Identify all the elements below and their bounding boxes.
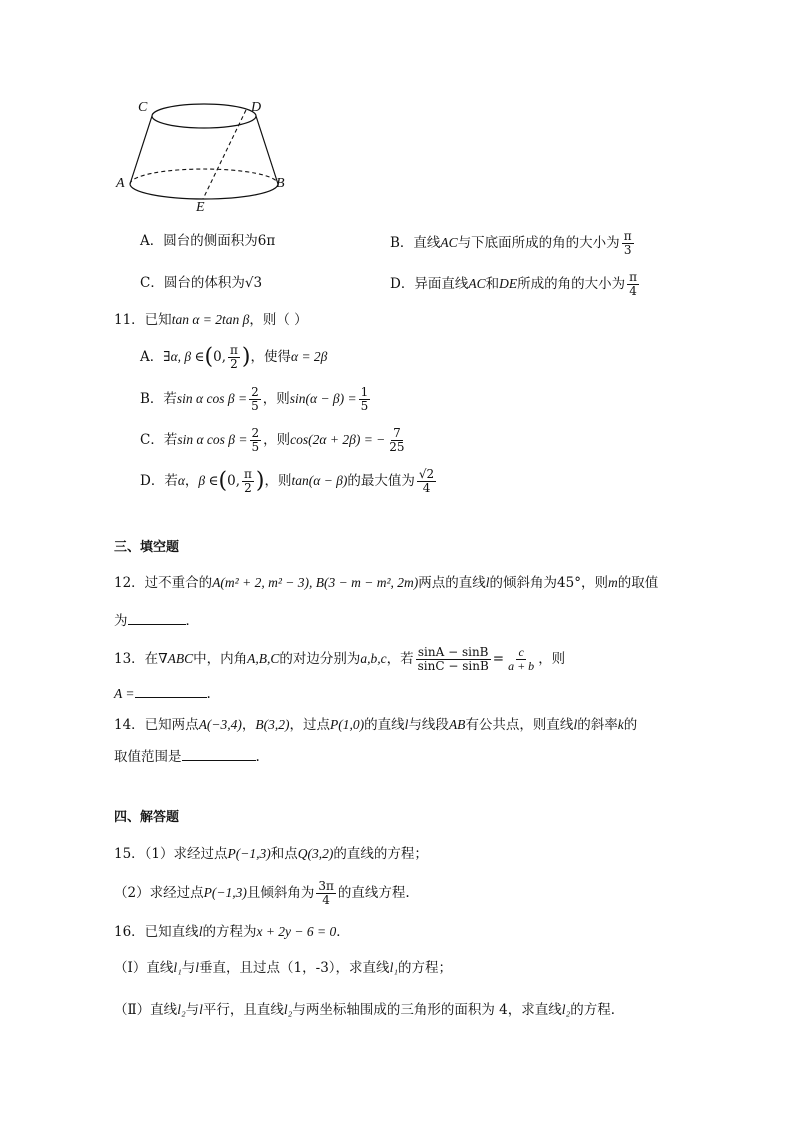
q15-fraction [316, 880, 336, 907]
q10-c-text: C．圆台的体积为 [140, 275, 245, 291]
q11-c-label: C．若 [140, 432, 178, 448]
q11-d-text2: ，则 [264, 473, 292, 489]
q11-stem-expr: tan α = 2tan β [171, 312, 250, 327]
q14-text3: ，过点 [289, 717, 331, 733]
q13-text6: . [206, 686, 211, 702]
bottom-ellipse-back [130, 169, 278, 184]
q16-i-l1b: l₁ [389, 960, 399, 975]
q11-c-expr: sin α cos β = [177, 432, 248, 447]
q12-text6: 为 [114, 613, 128, 629]
q12-text3: 的倾斜角为 [489, 575, 558, 591]
q11-option-b [140, 386, 372, 413]
segment-DE [203, 110, 246, 199]
q15-p1-text2: 和点 [270, 846, 298, 862]
q13-eq: = [492, 651, 505, 667]
q10-c-value: √3 [244, 275, 263, 291]
q14-line2 [114, 746, 260, 767]
q13-text3: 的对边分别为 [279, 651, 361, 667]
q13-num2: c [518, 645, 524, 659]
q11-d-comma: ， [184, 473, 199, 489]
q10-d-den: 4 [629, 284, 637, 298]
q11-d-fraction2 [417, 468, 436, 495]
q12-text7: ． [185, 613, 199, 629]
q15-point-p2: P(−1,3) [203, 885, 247, 900]
q15-part2 [114, 880, 410, 907]
q11-d-rparen: ) [255, 468, 265, 494]
q13-answer-label: A = [114, 686, 135, 701]
q11-d-text3: 的最大值为 [347, 473, 415, 489]
q11-a-lparen: ( [204, 344, 214, 370]
q16-i-text4: 的方程； [398, 960, 453, 976]
q16-i-l1: l₁ [173, 960, 182, 975]
q15-part1 [114, 844, 428, 864]
q11-stem-text2: ，则（ ） [249, 312, 308, 328]
q13-fraction2 [506, 646, 536, 673]
q11-d-lparen: ( [218, 468, 228, 494]
bottom-ellipse-front [130, 184, 278, 199]
q16-text2: 的方程为 [202, 924, 257, 940]
q16-equation: x + 2y − 6 = 0 [256, 924, 337, 939]
q10-a-text: A．圆台的侧面积为 [140, 233, 258, 249]
q11-a-fraction [228, 344, 240, 371]
q16-stem [114, 922, 350, 942]
q11-a-expr: ∃α, β ∈ [163, 349, 205, 364]
q15-den: 4 [322, 893, 330, 907]
q14-text6: 有公共点，则直线 [465, 717, 574, 733]
q11-b-fraction1 [249, 386, 261, 413]
label-D: D [251, 100, 262, 115]
q11-b-den1: 5 [251, 399, 259, 413]
q14-text10: . [255, 749, 260, 765]
q14-ab: AB [448, 717, 466, 732]
q11-a-zero: 0, [213, 349, 226, 365]
label-B: B [276, 176, 285, 191]
q11-b-expr2: sin(α − β) = [289, 391, 357, 406]
top-ellipse [152, 104, 256, 128]
q13-answer-blank[interactable] [135, 683, 207, 698]
q11-option-a [140, 344, 327, 371]
q11-a-eq: α = 2β [290, 349, 328, 364]
label-E: E [196, 200, 205, 215]
q16-part1 [114, 958, 452, 978]
label-C: C [138, 100, 148, 115]
q10-d-fraction [627, 271, 639, 298]
q12-text1: 12．过不重合的 [114, 575, 213, 591]
q13-text2: 中，内角 [193, 651, 248, 667]
q16-l: l [198, 924, 203, 939]
q11-c-expr2: cos(2α + 2β) = − [290, 432, 386, 447]
q16-ii-l2c: l₂ [561, 1002, 571, 1017]
q10-d-text2: 所成的角的大小为 [517, 276, 626, 292]
q14-point-a: A(−3,4) [198, 717, 242, 732]
q11-d-num1: π [244, 467, 252, 481]
q11-d-zero: 0, [227, 473, 240, 489]
section-fill-in-title: 三、填空题 [114, 540, 180, 555]
q10-a-value: 6π [257, 233, 276, 249]
q14-answer-blank[interactable] [182, 746, 256, 761]
q16-ii-text3: 平行，且直线 [202, 1002, 284, 1018]
q11-option-d [140, 468, 438, 495]
q14-l2: l [573, 717, 578, 732]
q11-d-expr: tan(α − β) [291, 473, 348, 488]
q16-text3: ． [336, 924, 350, 940]
q16-part2 [114, 1000, 624, 1020]
q11-stem [114, 310, 308, 330]
q13-text4: ，若 [386, 651, 414, 667]
q15-p2-text1: （2）求经过点 [114, 885, 204, 901]
q16-ii-text4: 与两坐标轴围成的三角形的面积为 4，求直线 [292, 1002, 562, 1018]
q13-text1: 13．在 [114, 651, 159, 667]
q11-b-num1: 2 [251, 385, 259, 399]
q11-c-den2: 25 [389, 440, 405, 454]
q14-point-p: P(1,0) [330, 717, 365, 732]
q11-d-den1: 2 [244, 481, 252, 495]
q10-b-fraction [622, 230, 634, 257]
q12-text5: 的取值 [617, 575, 659, 591]
q12-answer-blank[interactable] [128, 610, 186, 625]
q14-k: k [617, 717, 624, 732]
q14-text9: 取值范围是 [114, 749, 182, 765]
q10-b-num: π [623, 229, 632, 243]
q11-c-den1: 5 [251, 440, 260, 454]
q10-option-d [390, 271, 641, 298]
q11-b-den2: 5 [360, 399, 369, 413]
q12-angle: 45° [557, 575, 581, 591]
q10-b-text2: 与下底面所成的角的大小为 [457, 235, 620, 251]
q15-p1-text1: 15．（1）求经过点 [114, 846, 228, 862]
q13-den2: a + b [508, 659, 535, 673]
section-solve-title: 四、解答题 [114, 810, 180, 825]
q15-p2-text3: 的直线方程. [337, 885, 410, 901]
q10-b-den: 3 [623, 243, 632, 257]
q13-text5: ，则 [538, 651, 566, 667]
label-A: A [116, 176, 125, 191]
q14-text8: 的 [623, 717, 638, 733]
q10-d-de: DE [499, 276, 518, 291]
q11-option-c [140, 427, 409, 454]
q12-text4: ，则 [580, 575, 608, 591]
q16-i-text2: 与 [181, 960, 196, 976]
q14-text7: 的斜率 [577, 717, 618, 733]
q15-num: 3π [318, 879, 334, 893]
q16-i-l: l [195, 960, 200, 975]
q16-i-text1: （Ⅰ）直线 [114, 960, 174, 976]
q15-p1-text3: 的直线的方程； [333, 846, 428, 862]
q16-ii-l2: l₂ [177, 1002, 186, 1017]
q13-num1: sinA − sinB [417, 645, 489, 659]
q14-text1: 14．已知两点 [114, 717, 199, 733]
q15-point-q: Q(3,2) [297, 846, 334, 861]
q11-d-fraction1 [242, 468, 254, 495]
q14-text5: 与线段 [408, 717, 449, 733]
q11-a-num: π [230, 343, 238, 357]
q13-den1: sinC − sinB [417, 659, 489, 673]
q16-i-text3: 垂直，且过点（1，-3），求直线 [199, 960, 390, 976]
q13-triangle: ∇ABC [158, 651, 194, 666]
q10-d-ac: AC [468, 276, 486, 291]
q11-d-alpha: α [177, 473, 185, 488]
q16-ii-text2: 与 [185, 1002, 200, 1018]
q11-b-expr: sin α cos β = [176, 391, 248, 406]
q11-b-label: B．若 [140, 391, 177, 407]
q12-text2: 两点的直线 [418, 575, 486, 591]
q16-ii-l: l [199, 1002, 203, 1017]
q16-text1: 16．已知直线 [114, 924, 199, 940]
q11-b-text2: ，则 [262, 391, 290, 407]
q15-point-p: P(−1,3) [227, 846, 271, 861]
q16-ii-text1: （Ⅱ）直线 [114, 1002, 178, 1018]
frustum-figure [110, 96, 300, 221]
q13-angles: A,B,C [247, 651, 280, 666]
q10-option-a [140, 231, 275, 251]
q11-a-label: A． [140, 349, 164, 365]
q10-b-ac: AC [440, 235, 458, 250]
q10-d-and: 和 [485, 276, 500, 292]
q11-c-num2: 7 [393, 426, 401, 440]
q11-c-num1: 2 [251, 426, 260, 440]
q12-l: l [485, 575, 490, 590]
q11-a-text2: ，使得 [250, 349, 291, 365]
q13-line2 [114, 683, 211, 704]
q11-b-fraction2 [359, 386, 371, 413]
q11-d-num2: √2 [418, 467, 435, 481]
q11-stem-text1: 11．已知 [114, 312, 172, 328]
q14-line1 [114, 715, 637, 735]
q10-b-text1: B．直线 [390, 235, 441, 251]
q10-option-c [140, 273, 262, 293]
q11-c-fraction2 [387, 427, 406, 454]
q11-b-num2: 1 [360, 385, 369, 399]
q13-line1 [114, 646, 565, 673]
q11-d-label: D．若 [140, 473, 178, 489]
q11-d-den2: 4 [422, 481, 431, 495]
q11-c-fraction1 [250, 427, 262, 454]
q12-line1 [114, 573, 658, 593]
q11-c-text2: ，则 [263, 432, 291, 448]
q12-points: A(m² + 2, m² − 3), B(3 − m − m², 2m) [212, 575, 419, 590]
q15-p2-text2: 且倾斜角为 [246, 885, 315, 901]
q10-option-b [390, 230, 636, 257]
q13-sides: a,b,c [360, 651, 387, 666]
q11-a-den: 2 [230, 357, 238, 371]
q12-line2 [114, 610, 199, 631]
q16-ii-l2b: l₂ [283, 1002, 293, 1017]
q10-d-num: π [629, 270, 637, 284]
q16-ii-text5: 的方程． [570, 1002, 625, 1018]
q13-fraction1 [416, 646, 491, 673]
q11-d-beta: β ∈ [198, 473, 219, 488]
q12-m: m [607, 575, 618, 590]
q14-text2: ， [241, 717, 256, 733]
q10-d-text1: D．异面直线 [390, 276, 469, 292]
q14-point-b: B(3,2) [255, 717, 290, 732]
q14-l: l [404, 717, 409, 732]
q14-text4: 的直线 [364, 717, 405, 733]
q11-a-rparen: ) [241, 344, 251, 370]
